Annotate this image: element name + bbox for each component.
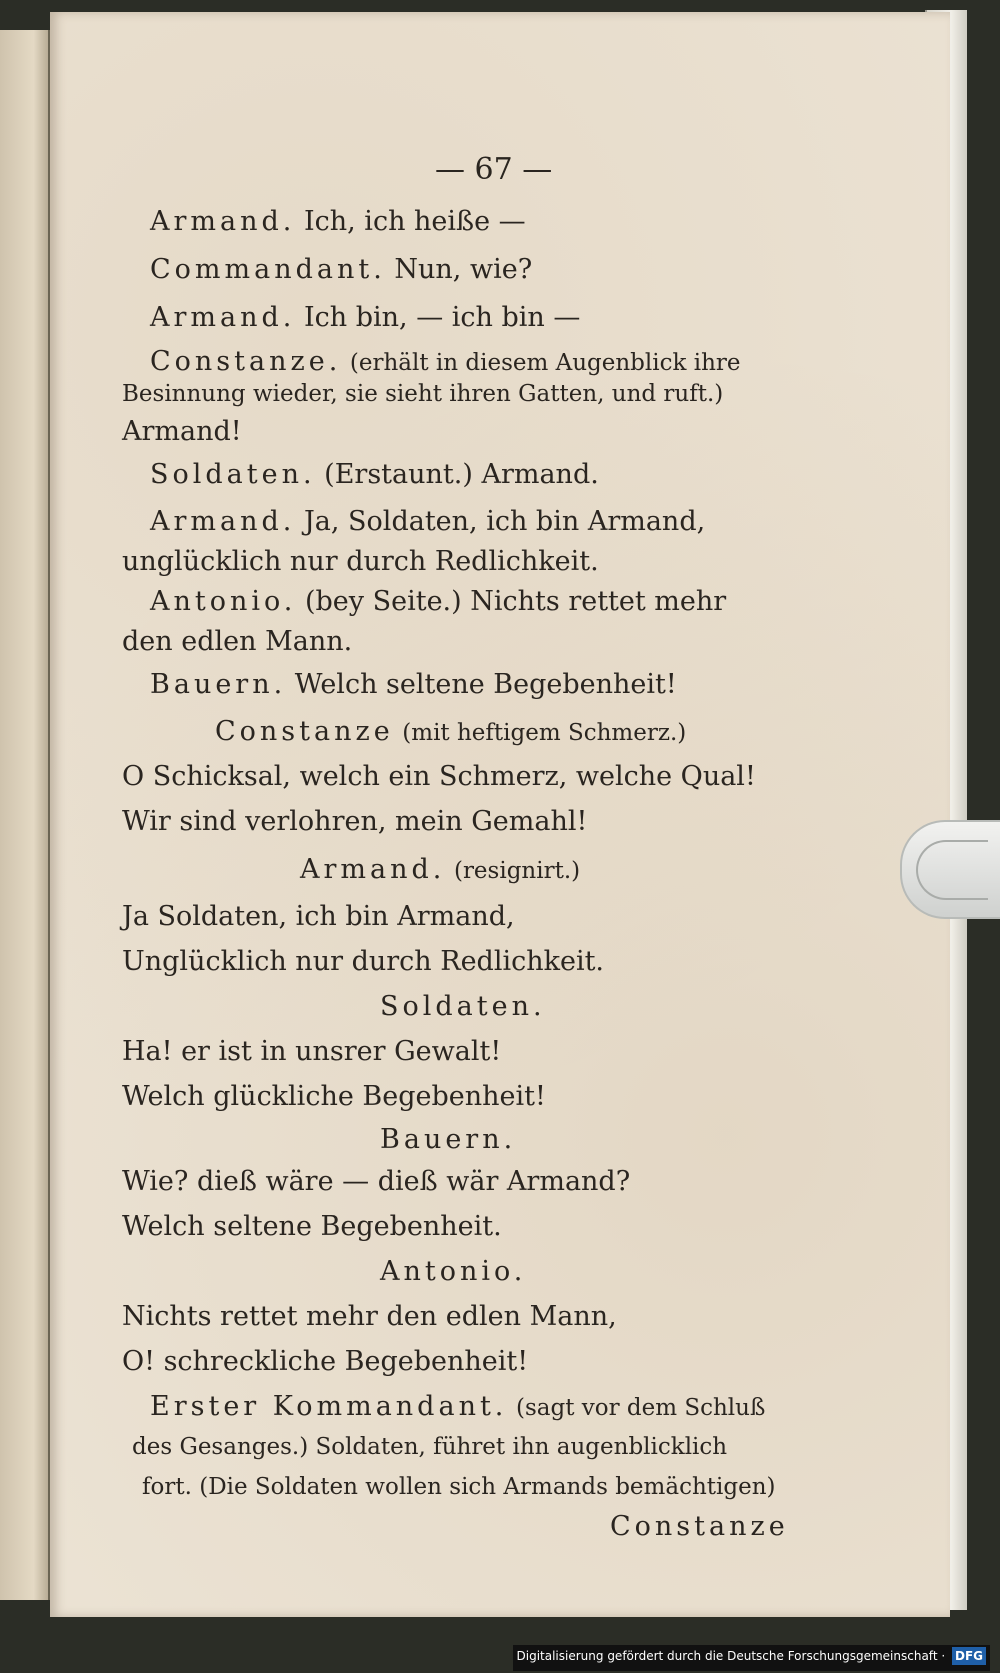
line-20: Ha! er ist in unsrer Gewalt! — [122, 1036, 502, 1067]
footer-text: Digitalisierung gefördert durch die Deutsche Forschungsgemeinschaft · — [516, 1649, 946, 1663]
catchword: Constanze — [610, 1511, 789, 1542]
line-14: O Schicksal, welch ein Schmerz, welche Qual! — [122, 761, 756, 792]
line-6: Armand! — [122, 416, 242, 447]
line-5: Besinnung wieder, sie sieht ihren Gatten, und ruft.) — [122, 381, 724, 407]
page-number: — 67 — — [435, 152, 553, 187]
line-13: Constanze (mit heftigem Schmerz.) — [215, 716, 687, 747]
page-clip — [900, 820, 1000, 919]
line-19: Soldaten. — [380, 991, 546, 1022]
line-22: Bauern. — [380, 1124, 517, 1155]
digitization-footer — [513, 1645, 990, 1671]
line-11: den edlen Mann. — [122, 626, 353, 657]
line-15: Wir sind verlohren, mein Gemahl! — [122, 806, 588, 837]
line-27: O! schreckliche Begebenheit! — [122, 1346, 529, 1377]
book-page — [50, 12, 950, 1617]
line-30: fort. (Die Soldaten wollen sich Armands bemächtigen) — [142, 1474, 776, 1500]
line-9: unglücklich nur durch Redlichkeit. — [122, 546, 599, 577]
line-4: Constanze. (erhält in diesem Augenblick ihre — [150, 346, 741, 377]
line-10: Antonio. (bey Seite.) Nichts rettet mehr — [150, 586, 727, 617]
line-25: Antonio. — [380, 1256, 527, 1287]
line-16: Armand. (resignirt.) — [300, 854, 581, 885]
line-1: Armand. Ich, ich heiße — — [150, 206, 526, 237]
line-23: Wie? dieß wäre — dieß wär Armand? — [122, 1166, 631, 1197]
line-26: Nichts rettet mehr den edlen Mann, — [122, 1301, 617, 1332]
line-2: Commandant. Nun, wie? — [150, 254, 533, 285]
line-28: Erster Kommandant. (sagt vor dem Schluß — [150, 1391, 766, 1422]
line-18: Unglücklich nur durch Redlichkeit. — [122, 946, 605, 977]
dfg-logo-icon: DFG — [952, 1647, 986, 1665]
line-29: des Gesanges.) Soldaten, führet ihn augenblicklich — [132, 1434, 728, 1460]
previous-page-edge — [0, 30, 50, 1600]
line-7: Soldaten. (Erstaunt.) Armand. — [150, 459, 599, 490]
line-21: Welch glückliche Begebenheit! — [122, 1081, 546, 1112]
line-12: Bauern. Welch seltene Begebenheit! — [150, 669, 677, 700]
line-8: Armand. Ja, Soldaten, ich bin Armand, — [150, 506, 706, 537]
line-3: Armand. Ich bin, — ich bin — — [150, 302, 581, 333]
line-24: Welch seltene Begebenheit. — [122, 1211, 502, 1242]
line-17: Ja Soldaten, ich bin Armand, — [122, 901, 515, 932]
page-clip-inner — [916, 840, 988, 900]
